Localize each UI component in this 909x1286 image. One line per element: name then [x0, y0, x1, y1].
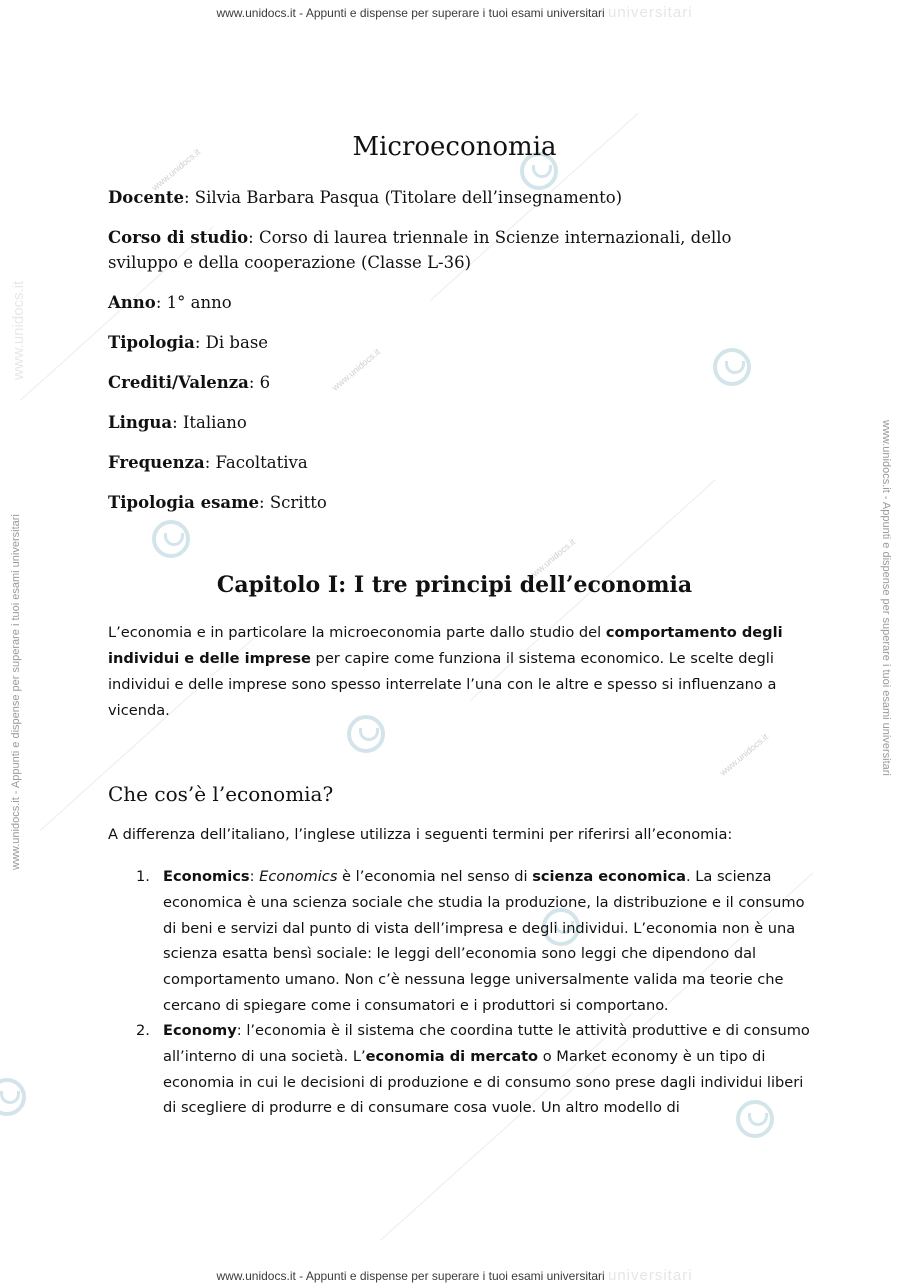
list-item: [136, 1018, 816, 1121]
list-text: o Market economy è un tipo di economia in cui le decisioni di produzione e di consumo sono prese dagli individui liberi di scegliere di produrre e di consumare cosa vuole. Un altro modello di: [163, 1047, 804, 1117]
field-label: Frequenza: [108, 453, 205, 472]
field-frequenza: [108, 450, 798, 475]
field-anno: [108, 290, 798, 315]
field-label: Tipologia: [108, 333, 195, 352]
watermark-diagonal-text: www.unidocs.it: [525, 536, 578, 583]
watermark-diagonal-text: www.unidocs.it: [330, 346, 383, 393]
field-separator: :: [204, 453, 216, 472]
watermark-diagonal-text: www.unidocs.it: [718, 731, 771, 778]
list-bold: scienza economica: [532, 868, 686, 885]
field-separator: :: [172, 413, 183, 432]
field-value: Facoltativa: [215, 453, 308, 472]
list-item: [136, 864, 816, 1019]
field-value: Scritto: [269, 493, 327, 512]
watermark-top-text: www.unidocs.it - Appunti e dispense per superare i tuoi esami universitari: [216, 6, 605, 20]
field-separator: :: [248, 228, 259, 247]
section-title: Che cos’è l’economia?: [108, 782, 334, 806]
section-intro: A differenza dell’italiano, l’inglese utilizza i seguenti termini per riferirsi all’economia:: [108, 826, 733, 843]
field-crediti: [108, 370, 798, 395]
field-label: Lingua: [108, 413, 173, 432]
intro-text: L’economia e in particolare la microeconomia parte dallo studio del: [108, 624, 606, 641]
unidocs-logo-icon: [0, 1078, 26, 1116]
field-separator: :: [259, 493, 270, 512]
field-value: Di base: [205, 333, 269, 352]
watermark-top: [0, 4, 909, 21]
watermark-bottom: [0, 1267, 909, 1284]
watermark-bottom-text: www.unidocs.it - Appunti e dispense per superare i tuoi esami universitari: [216, 1269, 605, 1283]
list-text: . La scienza economica è una scienza sociale che studia la produzione, la distribuzione e il consumo di beni e servizi dal punto di vista dell’impresa e degli individui. L’economia non è una scienza esatta bensì sociale: le leggi dell’economia sono leggi che dipendono dal comportamento umano. Non c’è nessuna legge universalmente valida ma teorie che cercano di spiegare come i consumatori e i produttori si comportano.: [163, 868, 805, 1014]
list-bold: economia di mercato: [365, 1047, 539, 1065]
list-text: : l’economia è il sistema che coordina tutte le attività produttive e di consumo all’interno di una società. L’: [163, 1022, 810, 1065]
watermark-bottom-ghost: universitari: [608, 1267, 693, 1284]
field-tipologia: [108, 330, 798, 355]
field-value: 1° anno: [166, 293, 232, 312]
field-label: Crediti/Valenza: [108, 373, 249, 392]
field-docente: [108, 185, 798, 210]
field-label: Tipologia esame: [108, 493, 260, 512]
field-separator: :: [194, 333, 206, 352]
field-label: Corso di studio: [108, 228, 249, 247]
list-body: [163, 864, 816, 1019]
watermark-diagonal-text: www.unidocs.it: [150, 146, 203, 193]
intro-paragraph: [108, 620, 808, 724]
intro-bold: comportamento degli individui e delle imprese: [108, 624, 783, 667]
field-separator: :: [155, 293, 167, 312]
field-separator: :: [183, 188, 195, 207]
watermark-left-ghost: www.unidocs.it: [10, 280, 27, 380]
chapter-title: Capitolo I: I tre principi dell’economia: [216, 572, 693, 598]
list-italic: Economics: [259, 868, 338, 885]
list-text: è l’economia nel senso di: [337, 868, 533, 885]
list-body: [163, 1018, 816, 1121]
list-number: 2.: [136, 1022, 150, 1039]
list-number: 1.: [136, 868, 150, 885]
field-corso-di-studio: [108, 225, 798, 275]
field-tipologia-esame: [108, 490, 798, 515]
field-value: Corso di laurea triennale in Scienze internazionali, dello sviluppo e della cooperazione (Classe L-36): [108, 228, 732, 272]
field-label: Anno: [108, 293, 156, 312]
watermark-top-ghost: universitari: [608, 4, 693, 21]
field-lingua: [108, 410, 798, 435]
field-label: Docente: [108, 188, 184, 207]
list-term: Economics: [163, 868, 250, 885]
list-text: :: [249, 868, 260, 885]
document-title: Microeconomia: [352, 132, 557, 162]
field-separator: :: [248, 373, 260, 392]
field-value: Italiano: [182, 413, 247, 432]
field-value: Silvia Barbara Pasqua (Titolare dell’insegnamento): [194, 188, 623, 207]
watermark-right: www.unidocs.it - Appunti e dispense per superare i tuoi esami universitari: [880, 420, 892, 776]
field-value: 6: [259, 373, 271, 392]
intro-text: per capire come funziona il sistema economico. Le scelte degli individui e delle imprese sono spesso interrelate l’una con le altre e spesso si influenzano a vicenda.: [108, 650, 777, 719]
unidocs-logo-icon: [152, 520, 190, 558]
watermark-left: www.unidocs.it - Appunti e dispense per superare i tuoi esami universitari: [10, 514, 22, 870]
list-term: Economy: [163, 1022, 237, 1039]
